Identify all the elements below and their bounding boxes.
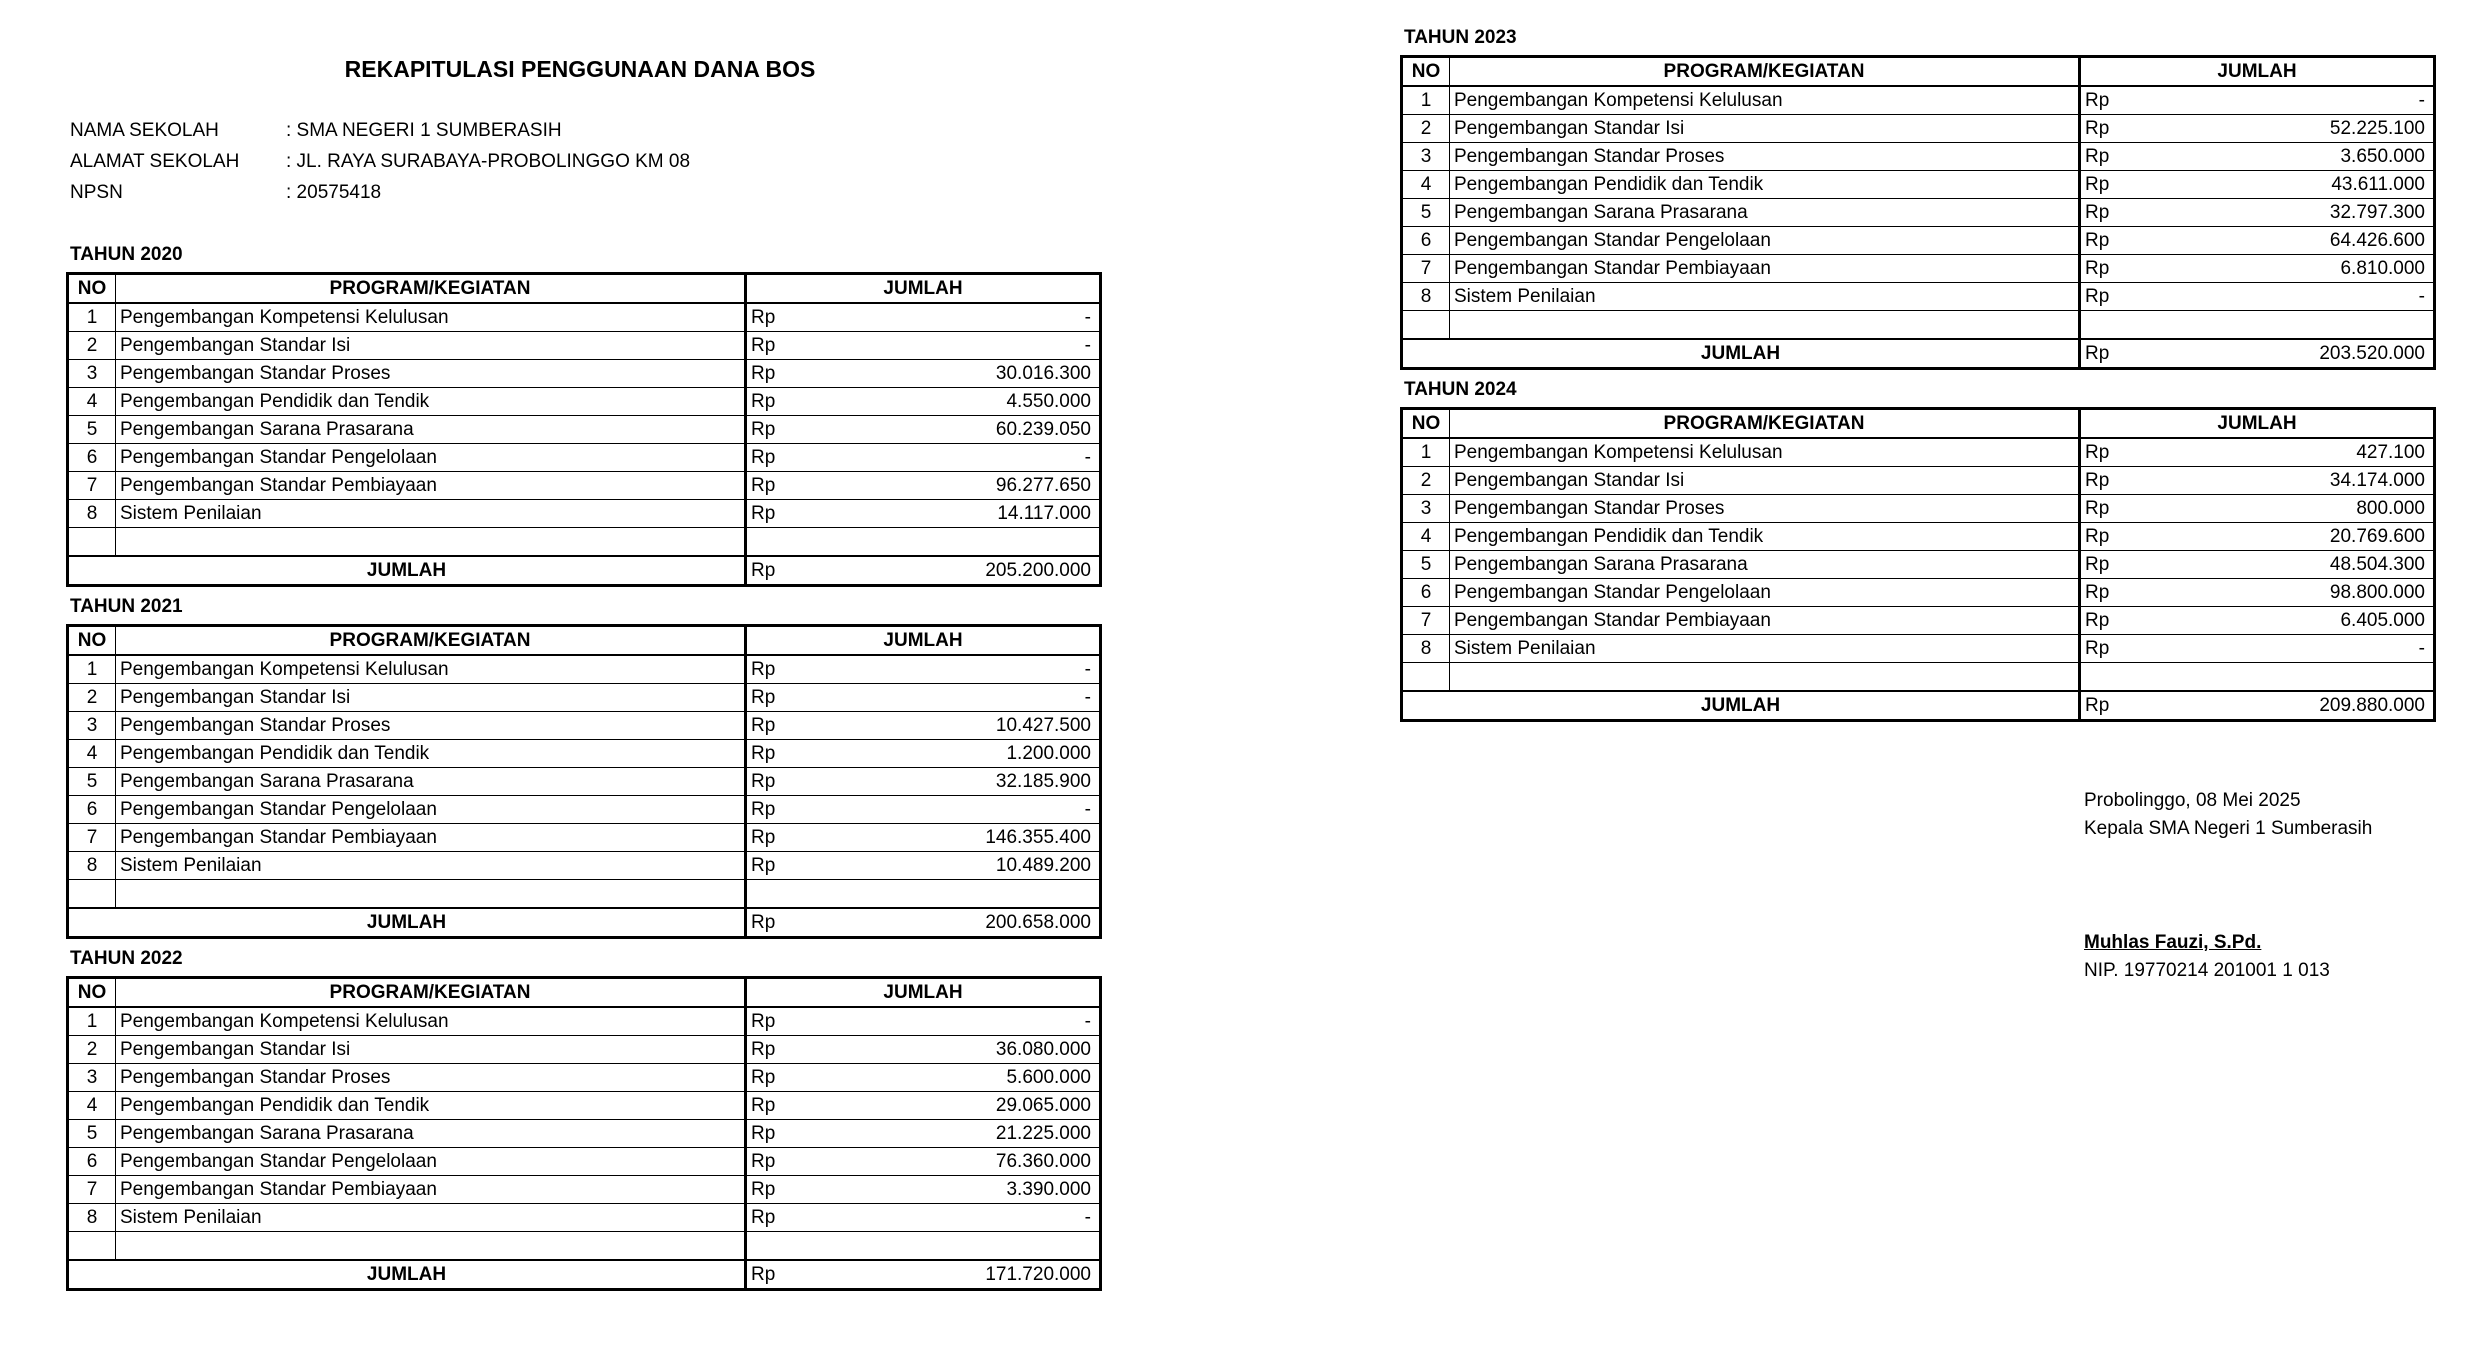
row-value: 800.000	[2189, 495, 2435, 523]
row-value: 30.016.300	[855, 360, 1101, 388]
row-program: Pengembangan Pendidik dan Tendik	[1450, 171, 2080, 199]
row-currency: Rp	[746, 1007, 856, 1036]
row-program: Pengembangan Kompetensi Kelulusan	[116, 303, 746, 332]
header-no: NO	[68, 274, 116, 304]
table-row	[68, 1036, 1101, 1064]
empty-row	[1402, 663, 2435, 692]
row-currency: Rp	[746, 712, 856, 740]
row-program: Pengembangan Standar Pembiayaan	[1450, 607, 2080, 635]
table-row	[68, 500, 1101, 528]
row-program: Pengembangan Standar Pengelolaan	[1450, 227, 2080, 255]
row-value: 6.405.000	[2189, 607, 2435, 635]
row-value: -	[855, 796, 1101, 824]
table-row	[68, 360, 1101, 388]
row-program: Pengembangan Standar Pembiayaan	[116, 824, 746, 852]
row-value: 6.810.000	[2189, 255, 2435, 283]
header-program: PROGRAM/KEGIATAN	[1450, 409, 2080, 439]
total-row	[68, 908, 1101, 938]
row-currency: Rp	[2080, 438, 2190, 467]
row-value: 98.800.000	[2189, 579, 2435, 607]
table-row	[68, 852, 1101, 880]
row-program: Pengembangan Kompetensi Kelulusan	[116, 1007, 746, 1036]
row-program: Sistem Penilaian	[116, 1204, 746, 1232]
table-row	[68, 796, 1101, 824]
year-label: TAHUN 2020	[70, 244, 183, 265]
row-number: 2	[1402, 115, 1450, 143]
table-header-row	[68, 978, 1101, 1008]
row-value: 76.360.000	[855, 1148, 1101, 1176]
row-currency: Rp	[2080, 579, 2190, 607]
table-row	[68, 684, 1101, 712]
school-name-value: : SMA NEGERI 1 SUMBERASIH	[286, 120, 562, 141]
row-program: Pengembangan Kompetensi Kelulusan	[1450, 86, 2080, 115]
row-number: 7	[68, 824, 116, 852]
table-row	[1402, 551, 2435, 579]
row-program: Pengembangan Standar Isi	[116, 684, 746, 712]
row-number: 5	[1402, 551, 1450, 579]
row-number: 8	[1402, 283, 1450, 311]
header-program: PROGRAM/KEGIATAN	[116, 626, 746, 656]
row-number: 5	[68, 1120, 116, 1148]
row-program: Pengembangan Standar Isi	[116, 1036, 746, 1064]
table-row	[68, 1204, 1101, 1232]
signature-name: Muhlas Fauzi, S.Pd.	[2084, 932, 2262, 953]
row-program: Sistem Penilaian	[1450, 283, 2080, 311]
row-program: Pengembangan Standar Proses	[116, 360, 746, 388]
row-value: 1.200.000	[855, 740, 1101, 768]
table-header-row	[68, 626, 1101, 656]
row-currency: Rp	[2080, 171, 2190, 199]
row-value: 427.100	[2189, 438, 2435, 467]
row-value: 36.080.000	[855, 1036, 1101, 1064]
header-program: PROGRAM/KEGIATAN	[116, 274, 746, 304]
signature-position: Kepala SMA Negeri 1 Sumberasih	[2084, 818, 2373, 839]
npsn-value: : 20575418	[286, 182, 382, 203]
row-number: 4	[68, 740, 116, 768]
row-value: 29.065.000	[855, 1092, 1101, 1120]
budget-table	[66, 272, 1102, 587]
row-value: 34.174.000	[2189, 467, 2435, 495]
row-currency: Rp	[746, 388, 856, 416]
row-currency: Rp	[2080, 467, 2190, 495]
table-row	[68, 332, 1101, 360]
empty-row	[68, 528, 1101, 557]
row-program: Pengembangan Pendidik dan Tendik	[116, 740, 746, 768]
row-currency: Rp	[746, 416, 856, 444]
row-value: 32.797.300	[2189, 199, 2435, 227]
table-row	[1402, 579, 2435, 607]
total-value: 171.720.000	[855, 1260, 1101, 1290]
row-currency: Rp	[2080, 227, 2190, 255]
row-program: Pengembangan Pendidik dan Tendik	[116, 388, 746, 416]
header-no: NO	[1402, 57, 1450, 87]
row-number: 7	[68, 1176, 116, 1204]
total-row	[1402, 339, 2435, 369]
row-program: Sistem Penilaian	[116, 852, 746, 880]
row-currency: Rp	[746, 1204, 856, 1232]
row-currency: Rp	[2080, 115, 2190, 143]
table-header-row	[68, 274, 1101, 304]
row-value: 52.225.100	[2189, 115, 2435, 143]
budget-table	[66, 624, 1102, 939]
row-value: -	[2189, 86, 2435, 115]
row-number: 1	[1402, 438, 1450, 467]
row-number: 1	[1402, 86, 1450, 115]
row-program: Pengembangan Kompetensi Kelulusan	[1450, 438, 2080, 467]
row-currency: Rp	[746, 360, 856, 388]
year-label: TAHUN 2023	[1404, 27, 1517, 48]
signature-place-date: Probolinggo, 08 Mei 2025	[2084, 790, 2301, 811]
row-program: Pengembangan Standar Proses	[1450, 143, 2080, 171]
row-value: -	[2189, 283, 2435, 311]
document-title: REKAPITULASI PENGGUNAAN DANA BOS	[344, 56, 816, 82]
row-currency: Rp	[2080, 255, 2190, 283]
row-value: -	[855, 303, 1101, 332]
budget-table	[1400, 55, 2436, 370]
row-number: 2	[1402, 467, 1450, 495]
row-currency: Rp	[746, 655, 856, 684]
total-label: JUMLAH	[68, 908, 746, 938]
table-row	[68, 824, 1101, 852]
row-value: 20.769.600	[2189, 523, 2435, 551]
row-number: 6	[68, 444, 116, 472]
row-number: 3	[68, 1064, 116, 1092]
budget-table	[66, 976, 1102, 1291]
row-number: 8	[68, 500, 116, 528]
total-label: JUMLAH	[1402, 339, 2080, 369]
table-row	[68, 416, 1101, 444]
row-program: Pengembangan Standar Pembiayaan	[1450, 255, 2080, 283]
row-program: Pengembangan Standar Proses	[116, 712, 746, 740]
row-currency: Rp	[746, 852, 856, 880]
row-value: 96.277.650	[855, 472, 1101, 500]
table-header-row	[1402, 409, 2435, 439]
row-currency: Rp	[746, 768, 856, 796]
table-row	[68, 1092, 1101, 1120]
row-number: 6	[1402, 227, 1450, 255]
row-value: 60.239.050	[855, 416, 1101, 444]
row-currency: Rp	[746, 1120, 856, 1148]
header-no: NO	[68, 626, 116, 656]
table-row	[68, 303, 1101, 332]
row-number: 8	[1402, 635, 1450, 663]
row-program: Pengembangan Standar Pengelolaan	[116, 444, 746, 472]
row-value: 14.117.000	[855, 500, 1101, 528]
total-label: JUMLAH	[68, 1260, 746, 1290]
row-number: 2	[68, 684, 116, 712]
header-jumlah: JUMLAH	[2080, 409, 2435, 439]
row-currency: Rp	[2080, 199, 2190, 227]
table-row	[68, 1064, 1101, 1092]
row-currency: Rp	[2080, 283, 2190, 311]
row-number: 2	[68, 332, 116, 360]
header-jumlah: JUMLAH	[746, 978, 1101, 1008]
row-currency: Rp	[746, 1064, 856, 1092]
row-program: Pengembangan Pendidik dan Tendik	[1450, 523, 2080, 551]
header-program: PROGRAM/KEGIATAN	[116, 978, 746, 1008]
total-label: JUMLAH	[1402, 691, 2080, 721]
row-currency: Rp	[746, 472, 856, 500]
row-number: 5	[68, 768, 116, 796]
row-number: 2	[68, 1036, 116, 1064]
row-program: Pengembangan Standar Pengelolaan	[116, 796, 746, 824]
row-number: 1	[68, 655, 116, 684]
row-value: -	[2189, 635, 2435, 663]
total-currency: Rp	[2080, 691, 2190, 721]
signature-nip: NIP. 19770214 201001 1 013	[2084, 960, 2330, 981]
row-value: 43.611.000	[2189, 171, 2435, 199]
table-row	[68, 1007, 1101, 1036]
table-row	[1402, 255, 2435, 283]
year-label: TAHUN 2024	[1404, 379, 1517, 400]
row-program: Pengembangan Sarana Prasarana	[116, 768, 746, 796]
row-number: 4	[1402, 171, 1450, 199]
row-number: 6	[68, 1148, 116, 1176]
row-program: Pengembangan Sarana Prasarana	[1450, 199, 2080, 227]
row-number: 4	[68, 1092, 116, 1120]
total-value: 209.880.000	[2189, 691, 2435, 721]
total-currency: Rp	[2080, 339, 2190, 369]
header-no: NO	[68, 978, 116, 1008]
row-program: Pengembangan Pendidik dan Tendik	[116, 1092, 746, 1120]
total-row	[1402, 691, 2435, 721]
row-number: 6	[68, 796, 116, 824]
header-jumlah: JUMLAH	[2080, 57, 2435, 87]
table-header-row	[1402, 57, 2435, 87]
row-program: Pengembangan Standar Pengelolaan	[1450, 579, 2080, 607]
header-jumlah: JUMLAH	[746, 626, 1101, 656]
row-program: Sistem Penilaian	[116, 500, 746, 528]
row-currency: Rp	[746, 740, 856, 768]
table-row	[1402, 635, 2435, 663]
row-value: 5.600.000	[855, 1064, 1101, 1092]
table-row	[1402, 523, 2435, 551]
row-value: 10.489.200	[855, 852, 1101, 880]
row-number: 5	[1402, 199, 1450, 227]
row-value: 146.355.400	[855, 824, 1101, 852]
row-currency: Rp	[746, 1148, 856, 1176]
table-row	[1402, 495, 2435, 523]
year-label: TAHUN 2022	[70, 948, 183, 969]
row-program: Pengembangan Standar Proses	[1450, 495, 2080, 523]
row-number: 5	[68, 416, 116, 444]
row-currency: Rp	[2080, 635, 2190, 663]
empty-row	[1402, 311, 2435, 340]
row-program: Pengembangan Sarana Prasarana	[116, 1120, 746, 1148]
table-row	[1402, 607, 2435, 635]
total-value: 200.658.000	[855, 908, 1101, 938]
row-value: 21.225.000	[855, 1120, 1101, 1148]
row-program: Pengembangan Standar Pembiayaan	[116, 472, 746, 500]
total-currency: Rp	[746, 1260, 856, 1290]
row-program: Pengembangan Standar Isi	[116, 332, 746, 360]
row-currency: Rp	[746, 796, 856, 824]
row-number: 3	[1402, 495, 1450, 523]
npsn-label: NPSN	[70, 182, 123, 203]
row-number: 7	[1402, 607, 1450, 635]
table-row	[1402, 171, 2435, 199]
budget-table	[1400, 407, 2436, 722]
table-row	[1402, 199, 2435, 227]
row-value: 3.650.000	[2189, 143, 2435, 171]
table-row	[1402, 283, 2435, 311]
row-currency: Rp	[746, 332, 856, 360]
table-row	[68, 472, 1101, 500]
row-currency: Rp	[746, 500, 856, 528]
year-label: TAHUN 2021	[70, 596, 183, 617]
row-program: Pengembangan Kompetensi Kelulusan	[116, 655, 746, 684]
row-value: -	[855, 655, 1101, 684]
row-number: 6	[1402, 579, 1450, 607]
row-value: -	[855, 332, 1101, 360]
row-program: Pengembangan Standar Pembiayaan	[116, 1176, 746, 1204]
table-row	[68, 740, 1101, 768]
row-currency: Rp	[2080, 495, 2190, 523]
row-number: 4	[68, 388, 116, 416]
row-number: 4	[1402, 523, 1450, 551]
total-currency: Rp	[746, 908, 856, 938]
school-address-label: ALAMAT SEKOLAH	[70, 151, 240, 172]
row-currency: Rp	[746, 303, 856, 332]
total-value: 203.520.000	[2189, 339, 2435, 369]
row-value: -	[855, 444, 1101, 472]
empty-row	[68, 1232, 1101, 1261]
row-number: 3	[1402, 143, 1450, 171]
row-currency: Rp	[746, 824, 856, 852]
row-program: Pengembangan Standar Isi	[1450, 467, 2080, 495]
row-program: Sistem Penilaian	[1450, 635, 2080, 663]
table-row	[1402, 115, 2435, 143]
header-no: NO	[1402, 409, 1450, 439]
row-currency: Rp	[746, 1036, 856, 1064]
row-currency: Rp	[2080, 551, 2190, 579]
table-row	[68, 1120, 1101, 1148]
row-value: -	[855, 684, 1101, 712]
row-value: 64.426.600	[2189, 227, 2435, 255]
table-row	[1402, 467, 2435, 495]
row-number: 1	[68, 303, 116, 332]
row-value: 48.504.300	[2189, 551, 2435, 579]
row-number: 7	[1402, 255, 1450, 283]
row-currency: Rp	[2080, 607, 2190, 635]
row-currency: Rp	[2080, 143, 2190, 171]
row-value: 4.550.000	[855, 388, 1101, 416]
row-number: 1	[68, 1007, 116, 1036]
row-value: 10.427.500	[855, 712, 1101, 740]
empty-row	[68, 880, 1101, 909]
table-row	[68, 768, 1101, 796]
total-value: 205.200.000	[855, 556, 1101, 586]
table-row	[68, 388, 1101, 416]
row-value: 32.185.900	[855, 768, 1101, 796]
row-number: 3	[68, 712, 116, 740]
row-value: 3.390.000	[855, 1176, 1101, 1204]
table-row	[68, 1176, 1101, 1204]
row-program: Pengembangan Sarana Prasarana	[116, 416, 746, 444]
row-currency: Rp	[746, 1176, 856, 1204]
row-value: -	[855, 1204, 1101, 1232]
row-currency: Rp	[746, 444, 856, 472]
row-program: Pengembangan Sarana Prasarana	[1450, 551, 2080, 579]
total-row	[68, 1260, 1101, 1290]
table-row	[1402, 86, 2435, 115]
total-label: JUMLAH	[68, 556, 746, 586]
row-value: -	[855, 1007, 1101, 1036]
total-row	[68, 556, 1101, 586]
table-row	[1402, 227, 2435, 255]
row-number: 8	[68, 1204, 116, 1232]
row-currency: Rp	[746, 1092, 856, 1120]
table-row	[68, 444, 1101, 472]
total-currency: Rp	[746, 556, 856, 586]
table-row	[1402, 143, 2435, 171]
row-number: 7	[68, 472, 116, 500]
school-address-value: : JL. RAYA SURABAYA-PROBOLINGGO KM 08	[286, 151, 691, 172]
header-program: PROGRAM/KEGIATAN	[1450, 57, 2080, 87]
row-currency: Rp	[746, 684, 856, 712]
table-row	[68, 655, 1101, 684]
row-program: Pengembangan Standar Isi	[1450, 115, 2080, 143]
row-number: 8	[68, 852, 116, 880]
row-program: Pengembangan Standar Proses	[116, 1064, 746, 1092]
row-number: 3	[68, 360, 116, 388]
table-row	[68, 1148, 1101, 1176]
table-row	[1402, 438, 2435, 467]
school-name-label: NAMA SEKOLAH	[70, 120, 219, 141]
row-program: Pengembangan Standar Pengelolaan	[116, 1148, 746, 1176]
row-currency: Rp	[2080, 86, 2190, 115]
row-currency: Rp	[2080, 523, 2190, 551]
table-row	[68, 712, 1101, 740]
header-jumlah: JUMLAH	[746, 274, 1101, 304]
